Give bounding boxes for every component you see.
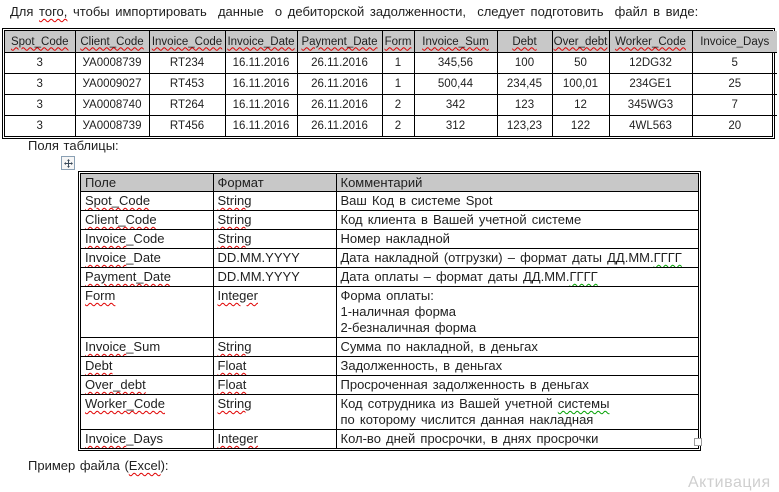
text-segment: того, bbox=[39, 4, 68, 19]
text-segment: Код сотрудника из Вашей учетной bbox=[340, 396, 558, 411]
header-row bbox=[81, 174, 698, 192]
comment-line bbox=[341, 412, 695, 428]
field-comment-cell bbox=[336, 287, 698, 338]
field-name-cell bbox=[81, 268, 213, 287]
fields-table-body bbox=[81, 174, 698, 448]
comment-line bbox=[341, 320, 695, 336]
fields-section-label: Поля таблицы: bbox=[28, 138, 119, 153]
comment-line bbox=[341, 269, 695, 285]
field-name-cell bbox=[81, 376, 213, 395]
text-segment: Form bbox=[384, 35, 412, 48]
column-header bbox=[5, 31, 75, 53]
import-example-table bbox=[5, 31, 777, 136]
table-cell: RT456 bbox=[149, 116, 225, 137]
table-cell: 25 bbox=[692, 74, 777, 95]
table-row bbox=[81, 268, 698, 287]
text-segment: _Days bbox=[126, 431, 164, 446]
table-cell: 12 bbox=[552, 95, 609, 116]
text-segment: Worker_Code bbox=[85, 396, 165, 411]
table-cell: 2 bbox=[382, 95, 414, 116]
column-header bbox=[382, 31, 414, 53]
table-cell: 26.11.2016 bbox=[297, 116, 382, 137]
table-cell: 345WG3 bbox=[609, 95, 692, 116]
table-move-handle[interactable] bbox=[61, 156, 75, 170]
text-segment: String bbox=[217, 339, 252, 354]
field-comment-cell bbox=[336, 192, 698, 211]
text-segment: _Date bbox=[126, 250, 161, 265]
comment-line bbox=[341, 358, 695, 374]
table-resize-handle[interactable] bbox=[694, 438, 702, 446]
text-segment: Float bbox=[217, 358, 247, 373]
example-file-label bbox=[28, 458, 169, 473]
text-segment: Payment_Date bbox=[85, 269, 171, 284]
column-header bbox=[692, 31, 777, 53]
table-row bbox=[81, 395, 698, 430]
text-segment: Кол-во дней просрочки, в днях просрочки bbox=[340, 431, 599, 446]
table-cell: УА0008739 bbox=[75, 116, 149, 137]
text-segment: _Code bbox=[126, 231, 165, 246]
field-comment-cell bbox=[336, 376, 698, 395]
text-segment: Excel bbox=[128, 458, 161, 473]
field-comment-cell bbox=[336, 338, 698, 357]
table-cell: 7 bbox=[692, 95, 777, 116]
text-segment: ГГГГ bbox=[569, 269, 598, 284]
table-cell: 12DG32 bbox=[609, 53, 692, 74]
text-segment: DD.MM.YYYY bbox=[217, 250, 300, 265]
text-segment: по которому числится данная накладная bbox=[340, 412, 594, 427]
text-segment: Ваш Код в системе Spot bbox=[340, 193, 493, 208]
field-comment-cell bbox=[336, 230, 698, 249]
column-header bbox=[609, 31, 692, 53]
text-segment: String bbox=[217, 231, 252, 246]
table-row bbox=[81, 211, 698, 230]
field-name-cell bbox=[81, 338, 213, 357]
text-segment: Код клиента в Вашей учетной системе bbox=[340, 212, 582, 227]
comment-line bbox=[341, 304, 695, 320]
table-cell: 123,23 bbox=[497, 116, 552, 137]
comment-line bbox=[341, 250, 695, 266]
table-cell: 122 bbox=[552, 116, 609, 137]
table-row bbox=[5, 95, 777, 116]
text-segment: Spot_Code bbox=[10, 35, 69, 48]
text-segment: ): bbox=[160, 458, 169, 473]
table-cell: УА0009027 bbox=[75, 74, 149, 95]
import-table-body bbox=[5, 31, 777, 136]
column-header bbox=[75, 31, 149, 53]
table-cell: 20 bbox=[692, 116, 777, 137]
text-segment: чтобы импортировать данные о дебиторской задолженности, следует подготовить файл в виде: bbox=[67, 4, 699, 19]
text-segment: String bbox=[217, 193, 252, 208]
table-cell: RT264 bbox=[149, 95, 225, 116]
table-cell: 500,44 bbox=[414, 74, 497, 95]
text-segment: Spot_Code bbox=[85, 193, 151, 208]
field-format-cell bbox=[213, 376, 336, 395]
text-segment: Client_Code bbox=[85, 212, 157, 227]
comment-line bbox=[341, 212, 695, 228]
text-segment: Форма оплаты: bbox=[340, 288, 434, 303]
comment-line bbox=[341, 377, 695, 393]
comment-line bbox=[341, 431, 695, 447]
activation-watermark: Активация bbox=[688, 474, 771, 491]
table-cell: 342 bbox=[414, 95, 497, 116]
table-cell: 50 bbox=[552, 53, 609, 74]
table-cell: RT234 bbox=[149, 53, 225, 74]
text-segment: Debt bbox=[512, 35, 537, 48]
table-cell: 5 bbox=[692, 53, 777, 74]
table-row bbox=[5, 53, 777, 74]
text-segment: String bbox=[217, 396, 252, 411]
text-segment: Дата оплаты – формат даты ДД.ММ. bbox=[340, 269, 570, 284]
text-segment: Сумма по накладной, в деньгах bbox=[340, 339, 538, 354]
column-header bbox=[297, 31, 382, 53]
import-example-table-frame bbox=[2, 28, 775, 139]
table-row bbox=[81, 430, 698, 449]
text-segment: системы bbox=[557, 396, 610, 411]
comment-line bbox=[341, 288, 695, 304]
table-cell: 345,56 bbox=[414, 53, 497, 74]
column-header bbox=[552, 31, 609, 53]
text-segment: Client_Code bbox=[80, 35, 144, 48]
table-cell: 3 bbox=[5, 53, 75, 74]
field-name-cell bbox=[81, 287, 213, 338]
field-format-cell bbox=[213, 230, 336, 249]
text-segment: ГГГГ bbox=[653, 250, 682, 265]
header-row bbox=[5, 31, 777, 53]
column-header: Комментарий bbox=[336, 174, 698, 192]
text-segment: String bbox=[217, 212, 252, 227]
column-header bbox=[225, 31, 297, 53]
table-cell: 26.11.2016 bbox=[297, 74, 382, 95]
column-header bbox=[497, 31, 552, 53]
table-cell: 123 bbox=[497, 95, 552, 116]
text-segment: Для bbox=[10, 4, 40, 19]
field-name-cell bbox=[81, 395, 213, 430]
text-segment: Задолженность, в деньгах bbox=[340, 358, 503, 373]
table-cell: 2 bbox=[382, 116, 414, 137]
text-segment: Invoice bbox=[85, 231, 127, 246]
text-segment: Пример файла ( bbox=[28, 458, 129, 473]
field-format-cell bbox=[213, 268, 336, 287]
text-segment: _Sum bbox=[126, 339, 161, 354]
field-name-cell bbox=[81, 249, 213, 268]
field-comment-cell bbox=[336, 249, 698, 268]
table-cell: 1 bbox=[382, 53, 414, 74]
field-comment-cell bbox=[336, 430, 698, 449]
field-format-cell bbox=[213, 192, 336, 211]
text-segment: Invoice_Days bbox=[700, 35, 770, 48]
comment-line bbox=[341, 231, 695, 247]
field-name-cell bbox=[81, 230, 213, 249]
table-cell: УА0008740 bbox=[75, 95, 149, 116]
field-format-cell bbox=[213, 395, 336, 430]
table-row bbox=[81, 287, 698, 338]
table-cell: УА0008739 bbox=[75, 53, 149, 74]
field-name-cell bbox=[81, 357, 213, 376]
field-name-cell bbox=[81, 192, 213, 211]
table-row bbox=[81, 376, 698, 395]
table-cell: 100,01 bbox=[552, 74, 609, 95]
table-cell: 3 bbox=[5, 74, 75, 95]
table-cell: 26.11.2016 bbox=[297, 95, 382, 116]
field-format-cell bbox=[213, 430, 336, 449]
column-header: Поле bbox=[81, 174, 213, 192]
table-cell: 3 bbox=[5, 116, 75, 137]
table-row bbox=[5, 74, 777, 95]
field-format-cell bbox=[213, 287, 336, 338]
comment-line bbox=[341, 396, 695, 412]
table-cell: 26.11.2016 bbox=[297, 53, 382, 74]
table-row bbox=[81, 230, 698, 249]
field-comment-cell bbox=[336, 268, 698, 287]
text-segment: Номер накладной bbox=[340, 231, 450, 246]
fields-table bbox=[81, 174, 698, 448]
field-name-cell bbox=[81, 430, 213, 449]
table-row bbox=[81, 357, 698, 376]
fields-table-frame bbox=[78, 171, 701, 451]
field-name-cell bbox=[81, 211, 213, 230]
text-segment: Invoice bbox=[85, 339, 127, 354]
text-segment: Invoice_Sum bbox=[422, 35, 489, 48]
text-segment: Integer bbox=[217, 431, 258, 446]
comment-line bbox=[341, 339, 695, 355]
comment-line bbox=[341, 193, 695, 209]
table-cell: 3 bbox=[5, 95, 75, 116]
text-segment: Invoice_Code bbox=[151, 35, 223, 48]
text-segment: Form bbox=[85, 288, 116, 303]
field-comment-cell bbox=[336, 211, 698, 230]
table-cell: 16.11.2016 bbox=[225, 95, 297, 116]
table-row bbox=[5, 116, 777, 137]
field-format-cell bbox=[213, 338, 336, 357]
intro-text bbox=[10, 3, 772, 20]
table-cell: 16.11.2016 bbox=[225, 116, 297, 137]
column-header bbox=[414, 31, 497, 53]
table-cell: 16.11.2016 bbox=[225, 53, 297, 74]
field-format-cell bbox=[213, 249, 336, 268]
column-header bbox=[149, 31, 225, 53]
column-header: Формат bbox=[213, 174, 336, 192]
text-segment: Invoice bbox=[85, 431, 127, 446]
text-segment: Invoice bbox=[85, 250, 127, 265]
text-segment: Invoice_Date bbox=[227, 35, 295, 48]
text-segment: 1-наличная форма bbox=[340, 304, 456, 319]
field-comment-cell bbox=[336, 395, 698, 430]
table-cell: 234,45 bbox=[497, 74, 552, 95]
text-segment: Worker_Code bbox=[615, 35, 686, 48]
text-segment: Float bbox=[217, 377, 247, 392]
field-format-cell bbox=[213, 211, 336, 230]
text-segment: Дата накладной (отгрузки) – формат даты ДД.ММ. bbox=[340, 250, 654, 265]
field-format-cell bbox=[213, 357, 336, 376]
text-segment: Over_debt bbox=[553, 35, 608, 48]
table-cell: 16.11.2016 bbox=[225, 74, 297, 95]
move-icon bbox=[64, 159, 73, 168]
table-row bbox=[81, 338, 698, 357]
table-cell: 1 bbox=[382, 74, 414, 95]
text-segment: 2-безналичная форма bbox=[340, 320, 477, 335]
text-segment: Over_debt bbox=[85, 377, 146, 392]
field-comment-cell bbox=[336, 357, 698, 376]
table-cell: 4WL563 bbox=[609, 116, 692, 137]
text-segment: Payment_Date bbox=[301, 35, 378, 48]
table-row bbox=[81, 192, 698, 211]
text-segment: Debt bbox=[85, 358, 113, 373]
table-cell: 100 bbox=[497, 53, 552, 74]
text-segment: Integer bbox=[217, 288, 258, 303]
text-segment: DD.MM.YYYY bbox=[217, 269, 300, 284]
table-row bbox=[81, 249, 698, 268]
text-segment: Просроченная задолженность в деньгах bbox=[340, 377, 589, 392]
table-cell: 312 bbox=[414, 116, 497, 137]
table-cell: 234GE1 bbox=[609, 74, 692, 95]
table-cell: RT453 bbox=[149, 74, 225, 95]
